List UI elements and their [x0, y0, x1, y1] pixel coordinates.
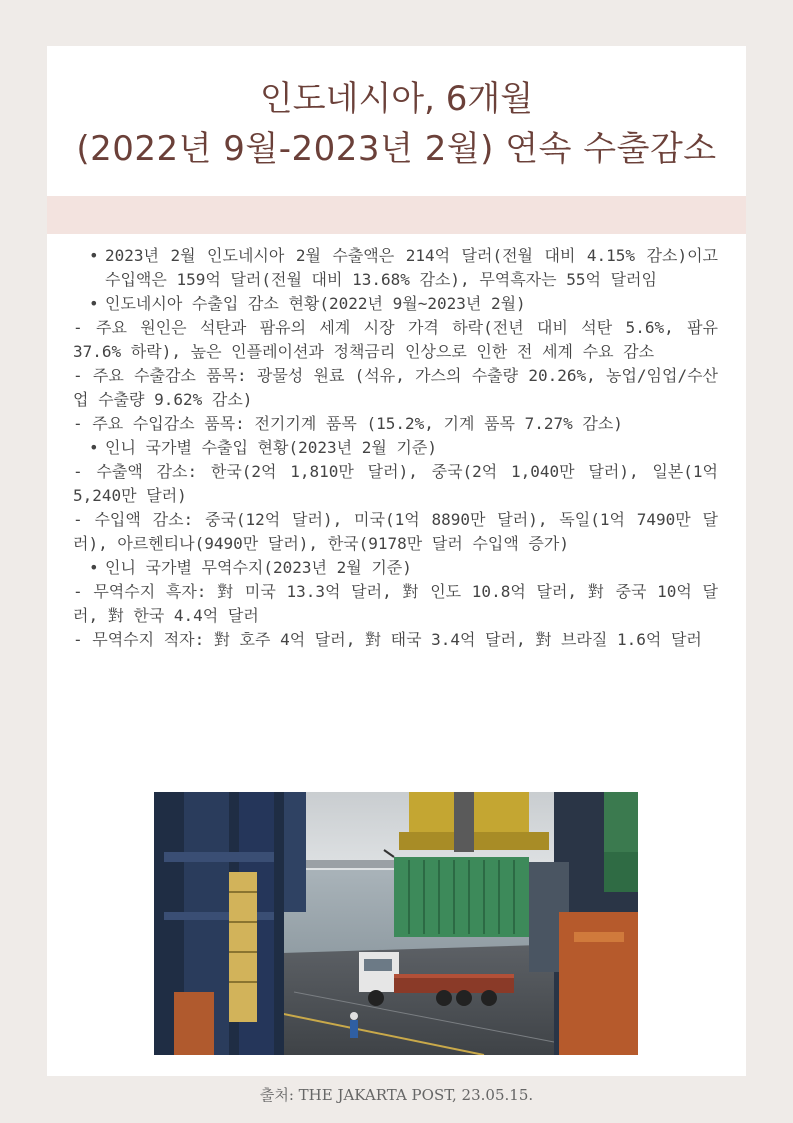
bullet-text: 인도네시아 수출입 감소 현황(2022년 9월~2023년 2월) — [105, 294, 526, 313]
body-text — [73, 244, 718, 652]
bullet-dot-icon: • — [89, 294, 99, 313]
bullet-item — [73, 556, 718, 580]
bullet-dot-icon: • — [89, 246, 99, 265]
document-card — [47, 46, 746, 1076]
bullet-item — [73, 436, 718, 460]
decorative-band — [47, 196, 746, 234]
detail-line: - 무역수지 흑자: 對 미국 13.3억 달러, 對 인도 10.8억 달러, 對 중국 10억 달러, 對 한국 4.4억 달러 — [73, 582, 718, 625]
source-caption: 출처: THE JAKARTA POST, 23.05.15. — [259, 1086, 534, 1104]
detail-line: - 수입액 감소: 중국(12억 달러), 미국(1억 8890만 달러), 독일(1억 7490만 달러), 아르헨티나(9490만 달러), 한국(9178만 달러 수입액 증가) — [73, 510, 718, 553]
detail-line: - 수출액 감소: 한국(2억 1,810만 달러), 중국(2억 1,040만 달러), 일본(1억 5,240만 달러) — [73, 462, 718, 505]
port-photo-illustration — [154, 792, 638, 1055]
page-title — [47, 46, 746, 174]
detail-line: - 무역수지 적자: 對 호주 4억 달러, 對 태국 3.4억 달러, 對 브라질 1.6억 달러 — [73, 630, 702, 649]
title-line-1: 인도네시아, 6개월 — [259, 79, 534, 119]
detail-line: - 주요 수입감소 품목: 전기기계 품목 (15.2%, 기계 품목 7.27% 감소) — [73, 414, 623, 433]
port-container-photo — [154, 792, 638, 1055]
title-box — [47, 46, 746, 194]
detail-line: - 주요 수출감소 품목: 광물성 원료 (석유, 가스의 수출량 20.26%, 농업/임업/수산업 수출량 9.62% 감소) — [73, 366, 718, 409]
bullet-dot-icon: • — [89, 438, 99, 457]
bullet-dot-icon: • — [89, 558, 99, 577]
title-line-2: (2022년 9월-2023년 2월) 연속 수출감소 — [76, 129, 717, 169]
detail-line: - 주요 원인은 석탄과 팜유의 세계 시장 가격 하락(전년 대비 석탄 5.6%, 팜유 37.6% 하락), 높은 인플레이션과 정책금리 인상으로 인한 전 세계 수요 감소 — [73, 318, 718, 361]
bullet-item — [73, 292, 718, 316]
bullet-item — [73, 244, 718, 292]
bullet-text: 인니 국가별 수출입 현황(2023년 2월 기준) — [105, 438, 437, 457]
bullet-text: 인니 국가별 무역수지(2023년 2월 기준) — [105, 558, 412, 577]
bullet-text: 2023년 2월 인도네시아 2월 수출액은 214억 달러(전월 대비 4.15% 감소)이고 수입액은 159억 달러(전월 대비 13.68% 감소), 무역흑자는 55억 달러임 — [105, 246, 718, 289]
